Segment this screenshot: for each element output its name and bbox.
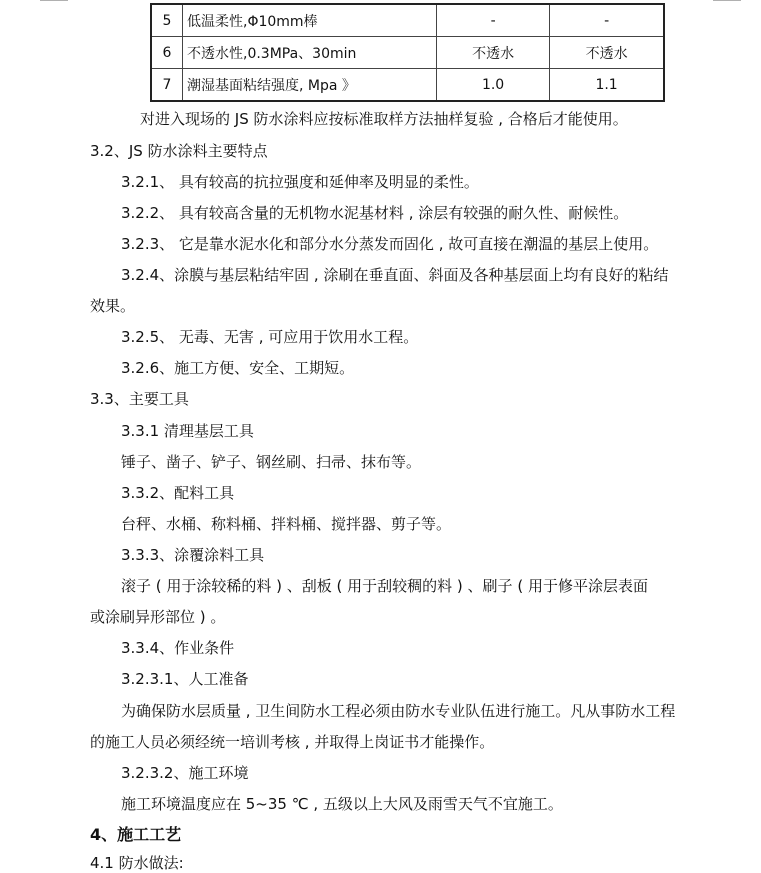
row-item: 低温柔性,Φ10mm棒	[183, 4, 437, 37]
list-item: 3.2.5、 无毒、无害 , 可应用于饮用水工程。	[121, 328, 419, 346]
text-line: 滚子 ( 用于涂较稀的料 ) 、刮板 ( 用于刮较稠的料 ) 、刷子 ( 用于修平涂层表面	[121, 577, 648, 595]
chapter-heading: 4、施工工艺	[90, 825, 182, 844]
table-row	[151, 4, 664, 37]
row-number: 6	[151, 37, 183, 69]
text-line: 台秤、水桶、称料桶、拌料桶、搅拌器、剪子等。	[121, 515, 452, 533]
subsection-heading: 3.3.2、配料工具	[121, 484, 235, 502]
row-value-2: -	[550, 4, 664, 37]
text-line: 施工环境温度应在 5~35 ℃ , 五级以上大风及雨雪天气不宜施工。	[121, 795, 563, 813]
text-line: 为确保防水层质量 , 卫生间防水工程必须由防水专业队伍进行施工。凡从事防水工程	[121, 702, 676, 720]
margin-mark-right	[713, 0, 741, 1]
table-row	[151, 69, 664, 102]
row-value-1: -	[437, 4, 550, 37]
subsection-heading: 3.3.1 清理基层工具	[121, 422, 254, 440]
text-line: 效果。	[90, 297, 136, 315]
text-line: 对进入现场的 JS 防水涂料应按标准取样方法抽样复验 , 合格后才能使用。	[140, 110, 628, 128]
subsection-heading: 3.2.3.1、人工准备	[121, 670, 249, 688]
subsection-heading: 3.3.3、涂覆涂料工具	[121, 546, 265, 564]
row-number: 5	[151, 4, 183, 37]
list-item: 3.2.3、 它是靠水泥水化和部分水分蒸发而固化 , 故可直接在潮温的基层上使用。	[121, 235, 659, 253]
margin-mark-left	[40, 0, 68, 1]
subsection-heading: 3.2.3.2、施工环境	[121, 764, 249, 782]
text-line: 锤子、凿子、铲子、钢丝刷、扫帚、抹布等。	[121, 453, 422, 471]
row-value-2: 不透水	[550, 37, 664, 69]
row-item: 潮湿基面粘结强度, Mpa 》	[183, 69, 437, 102]
row-number: 7	[151, 69, 183, 102]
list-item: 3.2.4、涂膜与基层粘结牢固 , 涂刷在垂直面、斜面及各种基层面上均有良好的粘结	[121, 266, 669, 284]
section-heading: 3.3、主要工具	[90, 390, 189, 408]
row-value-1: 不透水	[437, 37, 550, 69]
row-value-2: 1.1	[550, 69, 664, 102]
table-row	[151, 37, 664, 69]
section-heading: 4.1 防水做法:	[90, 854, 184, 872]
row-value-1: 1.0	[437, 69, 550, 102]
row-item: 不透水性,0.3MPa、30min	[183, 37, 437, 69]
list-item: 3.2.2、 具有较高含量的无机物水泥基材料 , 涂层有较强的耐久性、耐候性。	[121, 204, 629, 222]
subsection-heading: 3.3.4、作业条件	[121, 639, 235, 657]
list-item: 3.2.6、施工方便、安全、工期短。	[121, 359, 355, 377]
text-line: 或涂刷异形部位 ) 。	[90, 608, 226, 626]
section-heading: 3.2、JS 防水涂料主要特点	[90, 142, 268, 160]
spec-table	[150, 3, 665, 102]
text-line: 的施工人员必须经统一培训考核 , 并取得上岗证书才能操作。	[90, 733, 495, 751]
list-item: 3.2.1、 具有较高的抗拉强度和延伸率及明显的柔性。	[121, 173, 479, 191]
